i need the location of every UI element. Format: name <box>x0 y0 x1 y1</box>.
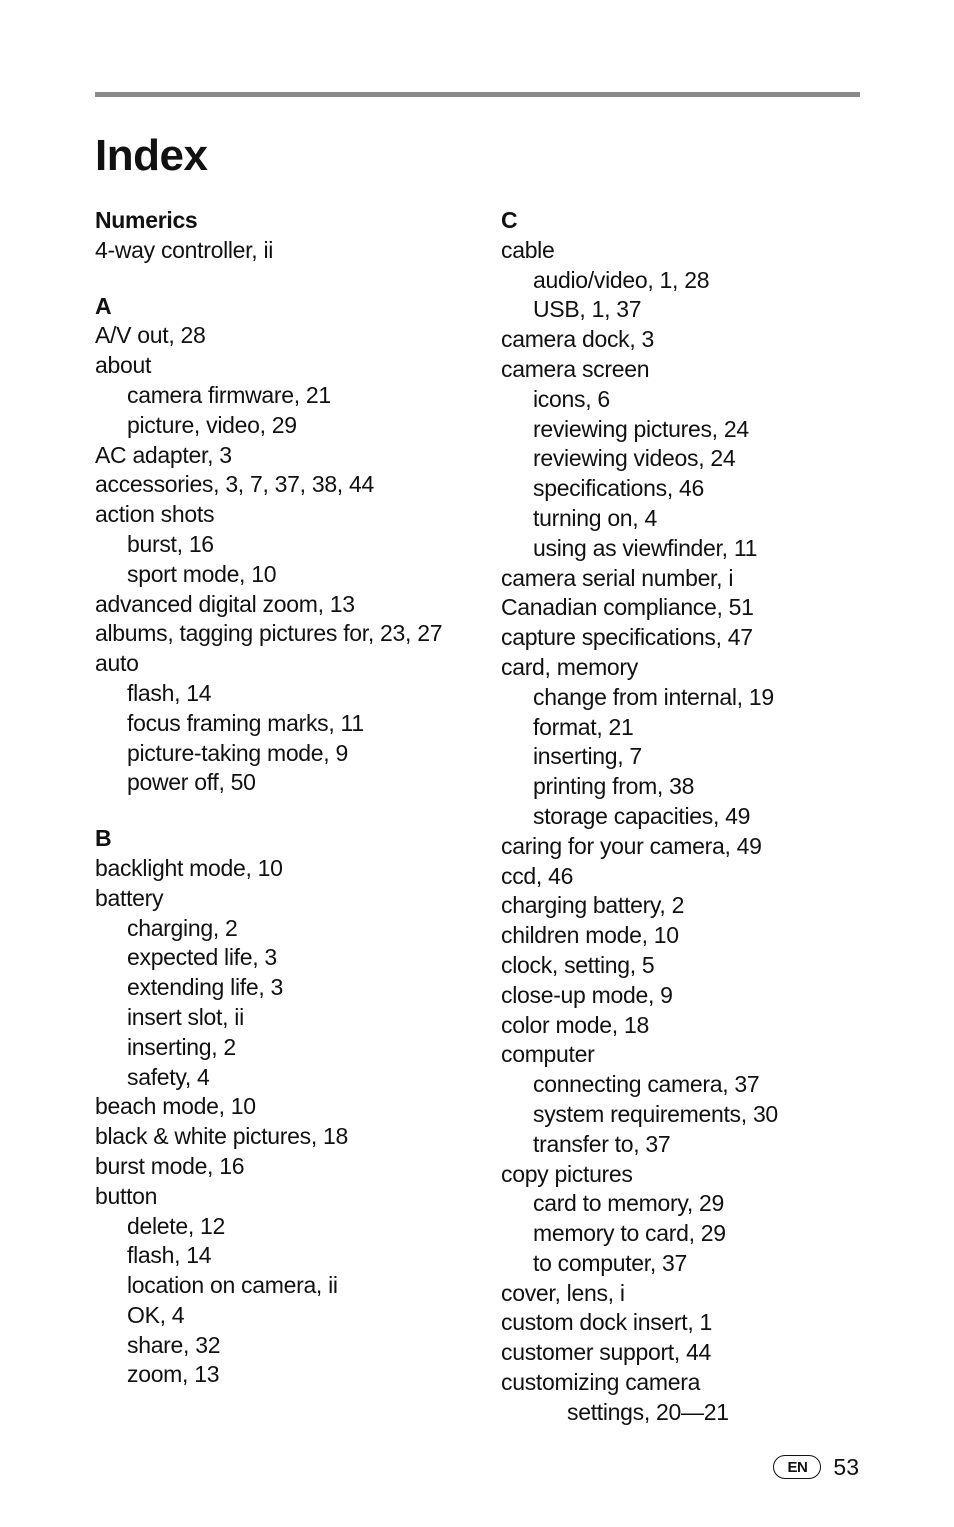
index-entry: capture specifications, 47 <box>501 624 753 651</box>
index-entry: A/V out, 28 <box>95 322 206 349</box>
index-entry: sport mode, 10 <box>127 560 277 587</box>
index-entry: albums, tagging pictures for, 23, 27 <box>95 620 443 647</box>
index-entry: focus framing marks, 11 <box>127 709 364 736</box>
index-entry: connecting camera, 37 <box>533 1071 760 1098</box>
index-entry: action shots <box>95 501 215 528</box>
index-entry: camera dock, 3 <box>501 326 655 353</box>
index-entry: format, 21 <box>533 713 634 740</box>
index-entry: close-up mode, 9 <box>501 981 673 1008</box>
index-entry: camera serial number, i <box>501 564 734 591</box>
index-entry: button <box>95 1182 158 1209</box>
section-gap <box>95 266 505 292</box>
index-entry: insert slot, ii <box>127 1003 244 1030</box>
index-entry: camera firmware, 21 <box>127 381 331 408</box>
index-entry: delete, 12 <box>127 1212 226 1239</box>
index-entry: icons, 6 <box>533 385 610 412</box>
index-entry: safety, 4 <box>127 1063 210 1090</box>
index-entry: system requirements, 30 <box>533 1100 778 1127</box>
top-rule <box>95 92 860 97</box>
index-entry: to computer, 37 <box>533 1249 688 1276</box>
index-section-heading: A <box>95 292 112 319</box>
index-entry: inserting, 7 <box>533 743 642 770</box>
index-entry: transfer to, 37 <box>533 1130 671 1157</box>
index-entry: children mode, 10 <box>501 922 679 949</box>
index-entry: black & white pictures, 18 <box>95 1123 348 1150</box>
index-entry: burst mode, 16 <box>95 1152 245 1179</box>
index-entry: inserting, 2 <box>127 1033 236 1060</box>
index-section-heading: Numerics <box>95 207 198 233</box>
index-entry: beach mode, 10 <box>95 1093 256 1120</box>
index-entry: charging battery, 2 <box>501 892 685 919</box>
index-entry: Canadian compliance, 51 <box>501 594 754 621</box>
index-entry: USB, 1, 37 <box>533 296 642 323</box>
index-section-heading: C <box>501 207 518 233</box>
index-entry: computer <box>501 1041 595 1068</box>
index-entry: storage capacities, 49 <box>533 802 751 829</box>
language-badge: EN <box>773 1455 821 1479</box>
index-entry: auto <box>95 650 139 677</box>
index-entry: turning on, 4 <box>533 504 657 531</box>
index-entry: advanced digital zoom, 13 <box>95 590 355 617</box>
index-entry: burst, 16 <box>127 530 214 557</box>
index-entry: cover, lens, i <box>501 1279 625 1306</box>
index-entry: printing from, 38 <box>533 773 695 800</box>
index-entry: 4-way controller, ii <box>95 236 274 263</box>
index-entry: memory to card, 29 <box>533 1220 726 1247</box>
index-entry: card, memory <box>501 653 638 680</box>
index-entry: backlight mode, 10 <box>95 854 283 881</box>
index-entry: AC adapter, 3 <box>95 441 232 468</box>
index-entry: share, 32 <box>127 1331 221 1358</box>
page-number: 53 <box>833 1454 859 1480</box>
index-column-left <box>95 206 505 1390</box>
index-entry: change from internal, 19 <box>533 683 774 710</box>
index-entry: customer support, 44 <box>501 1339 712 1366</box>
index-entry: card to memory, 29 <box>533 1190 725 1217</box>
index-entry: copy pictures <box>501 1160 633 1187</box>
index-entry: battery <box>95 884 164 911</box>
index-entry: using as viewfinder, 11 <box>533 534 758 561</box>
index-entry: power off, 50 <box>127 769 256 796</box>
index-entry: ccd, 46 <box>501 862 574 889</box>
index-entry: flash, 14 <box>127 679 212 706</box>
index-entry: camera screen <box>501 355 650 382</box>
index-entry: extending life, 3 <box>127 974 284 1001</box>
page-title: Index <box>95 131 208 180</box>
index-entry: audio/video, 1, 28 <box>533 266 710 293</box>
index-entry: specifications, 46 <box>533 475 705 502</box>
index-entry: caring for your camera, 49 <box>501 832 762 859</box>
index-entry: customizing camera <box>501 1369 701 1396</box>
index-entry: reviewing pictures, 24 <box>533 415 749 442</box>
section-gap <box>95 798 505 824</box>
index-entry: zoom, 13 <box>127 1361 220 1388</box>
index-entry: accessories, 3, 7, 37, 38, 44 <box>95 471 374 498</box>
index-entry: settings, 20—21 <box>567 1398 729 1425</box>
index-entry: OK, 4 <box>127 1301 185 1328</box>
index-entry: picture-taking mode, 9 <box>127 739 348 766</box>
index-entry: reviewing videos, 24 <box>533 445 736 472</box>
index-entry: expected life, 3 <box>127 944 277 971</box>
index-entry: about <box>95 352 152 379</box>
index-column-right <box>501 206 861 1428</box>
index-entry: custom dock insert, 1 <box>501 1309 713 1336</box>
index-entry: charging, 2 <box>127 914 238 941</box>
index-entry: color mode, 18 <box>501 1011 649 1038</box>
index-entry: flash, 14 <box>127 1242 212 1269</box>
index-entry: cable <box>501 236 555 263</box>
index-section-heading: B <box>95 825 112 852</box>
index-entry: picture, video, 29 <box>127 411 297 438</box>
page-footer <box>773 1450 859 1484</box>
index-entry: location on camera, ii <box>127 1272 338 1299</box>
index-entry: clock, setting, 5 <box>501 951 655 978</box>
